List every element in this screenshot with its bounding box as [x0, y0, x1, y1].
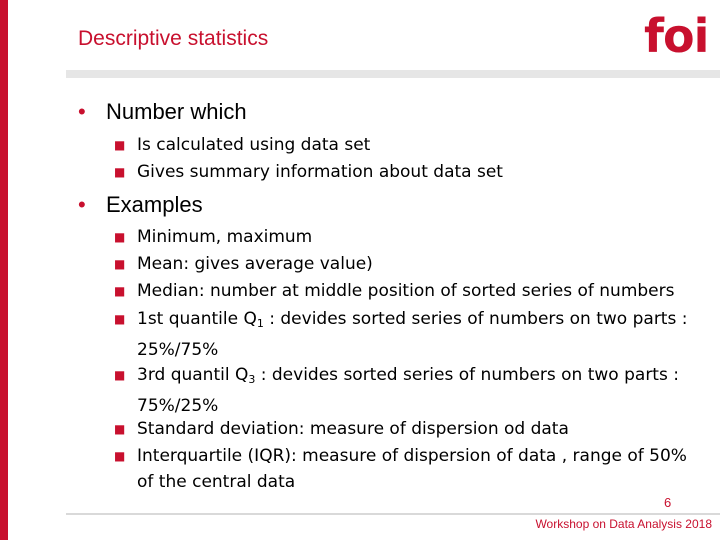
- sub-bullet: [114, 251, 704, 277]
- sub-bullet: [114, 306, 704, 363]
- sub-bullet-text: Median: number at middle position of sorted series of numbers: [137, 281, 675, 301]
- sub-bullet: [114, 159, 704, 185]
- square-bullet-icon: ■: [114, 230, 126, 244]
- sub-bullet: [114, 443, 704, 495]
- sub-bullet: [114, 132, 704, 158]
- sub-bullet-text: 3rd quantil $Q_3$ : devides sorted series of numbers on two parts : 75%/25%: [137, 365, 679, 416]
- sub-bullet: [114, 224, 704, 250]
- footer-text: Workshop on Data Analysis 2018: [535, 517, 712, 531]
- page-number: 6: [664, 495, 672, 510]
- footer-divider: [66, 513, 720, 515]
- square-bullet-icon: ■: [114, 422, 126, 436]
- sub-bullet-text: Gives summary information about data set: [137, 162, 503, 182]
- square-bullet-icon: ■: [114, 138, 126, 152]
- sub-bullet-text: Mean: gives average value): [137, 254, 373, 274]
- sub-bullet-text: Interquartile (IQR): measure of dispersion of data , range of 50% of the central data: [137, 446, 687, 492]
- foi-logo: foi: [644, 9, 709, 63]
- square-bullet-icon: ■: [114, 368, 126, 382]
- sub-bullet-text: 1st quantile $Q_1$ : devides sorted series of numbers on two parts : 25%/75%: [137, 309, 688, 360]
- sub-bullet-text: Is calculated using data set: [137, 135, 371, 155]
- sub-bullet: [114, 278, 704, 304]
- square-bullet-icon: ■: [114, 284, 126, 298]
- bullet-examples: [78, 192, 203, 218]
- slide-title: Descriptive statistics: [78, 27, 269, 50]
- round-bullet-icon: •: [78, 192, 86, 217]
- square-bullet-icon: ■: [114, 165, 126, 179]
- round-bullet-icon: •: [78, 99, 86, 124]
- sub-bullet-text: Standard deviation: measure of dispersion od data: [137, 419, 569, 439]
- bullet-text: Examples: [106, 192, 203, 217]
- square-bullet-icon: ■: [114, 449, 126, 463]
- bullet-number-which: [78, 99, 247, 125]
- bullet-text: Number which: [106, 99, 247, 124]
- square-bullet-icon: ■: [114, 257, 126, 271]
- sub-bullet: [114, 416, 704, 442]
- square-bullet-icon: ■: [114, 312, 126, 326]
- sub-bullet-text: Minimum, maximum: [137, 227, 313, 247]
- sub-bullet: [114, 362, 704, 419]
